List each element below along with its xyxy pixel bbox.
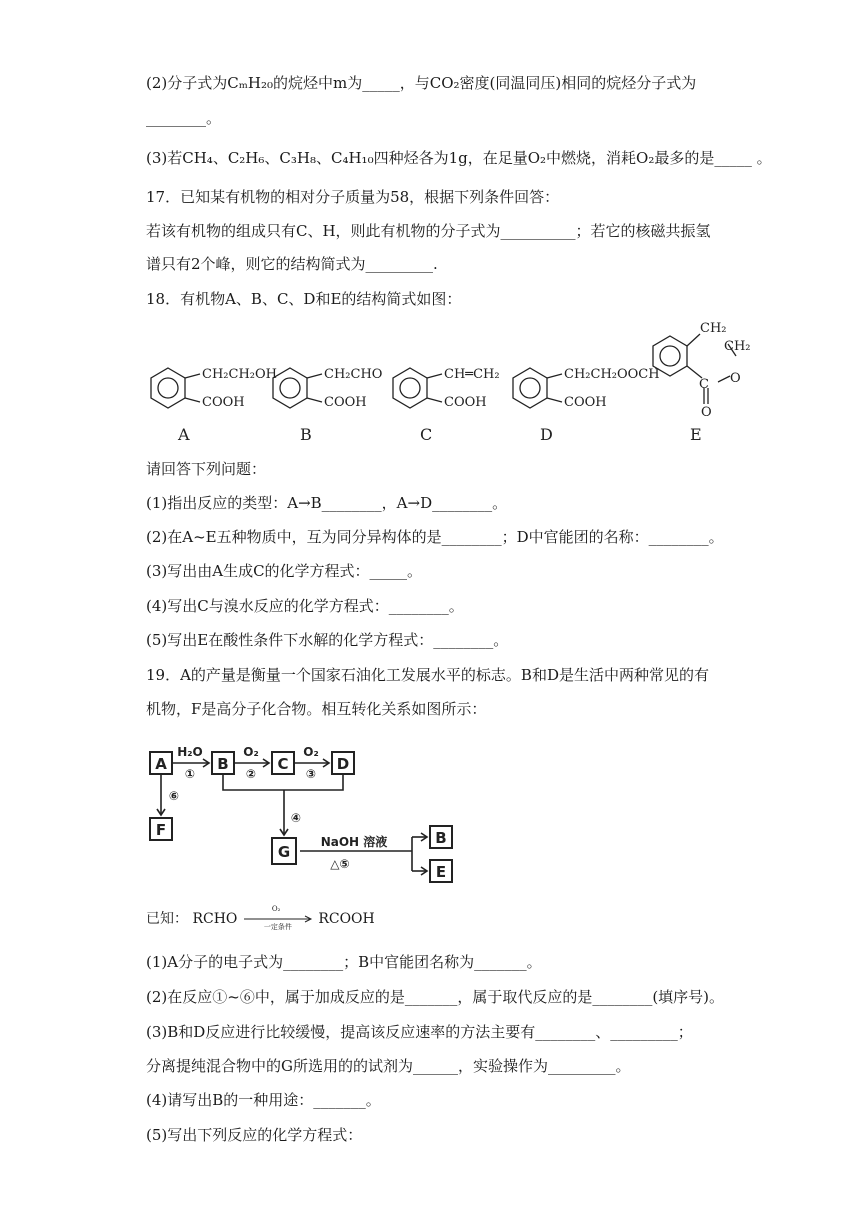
struct-b-label: B	[300, 425, 312, 444]
node-a: A	[155, 755, 167, 773]
struct-a-label: A	[178, 425, 190, 444]
known-prefix: 已知：	[146, 911, 188, 927]
q16-part2-blank: ________。	[146, 109, 222, 127]
structures-figure	[140, 316, 780, 446]
benzene-ring-b	[273, 368, 322, 408]
node-g: G	[277, 843, 291, 861]
benzene-ring-a	[151, 368, 200, 408]
struct-d-label: D	[540, 425, 553, 444]
benzene-ring-c	[393, 368, 442, 408]
node-b: B	[217, 755, 229, 773]
q19-part1: (1)A分子的电子式为________；B中官能团名称为_______。	[146, 953, 542, 971]
known-product: RCOOH	[318, 911, 375, 927]
known-below: 一定条件	[263, 923, 292, 931]
benzene-ring-d	[513, 368, 562, 408]
q19-part5: (5)写出下列反应的化学方程式：	[146, 1126, 363, 1144]
q19-stem-2: 机物，F是高分子化合物。相互转化关系如图所示：	[146, 700, 487, 718]
r4-label: ④	[290, 811, 302, 825]
q18-part5: (5)写出E在酸性条件下水解的化学方程式：________。	[146, 631, 509, 649]
node-e: E	[435, 863, 447, 881]
r2-label: ②	[245, 767, 257, 781]
q17-line3: 谱只有2个峰，则它的结构简式为_________.	[146, 255, 438, 273]
struct-e-c: C	[699, 377, 709, 392]
q18-part2: (2)在A~E五种物质中，互为同分异构体的是________；D中官能团的名称：________。	[146, 528, 724, 546]
known-reaction	[146, 905, 375, 931]
r5-reagent: NaOH 溶液	[320, 835, 388, 849]
struct-a-sub1: CH₂CH₂OH	[202, 367, 277, 382]
q19-part2: (2)在反应①~⑥中，属于加成反应的是_______，属于取代反应的是________(填序号)。	[146, 988, 725, 1006]
r1-reagent: H₂O	[177, 745, 203, 759]
struct-b-sub2: COOH	[324, 395, 367, 410]
r2-reagent: O₂	[243, 745, 259, 759]
struct-d-sub1: CH₂CH₂OOCH	[564, 367, 660, 382]
q16-part2: (2)分子式为CₘH₂₀的烷烃中m为_____，与CO₂密度(同温同压)相同的烷烃分子式为	[146, 74, 697, 92]
known-above: O₂	[271, 905, 281, 913]
q18-part1: (1)指出反应的类型：A→B________，A→D________。	[146, 494, 508, 512]
q18-part4: (4)写出C与溴水反应的化学方程式：________。	[146, 597, 464, 615]
q19-part4: (4)请写出B的一种用途：_______。	[146, 1091, 381, 1109]
struct-c-sub2: COOH	[444, 395, 487, 410]
node-d: D	[336, 755, 350, 773]
node-c: C	[277, 755, 289, 773]
struct-e-o: O	[730, 371, 741, 386]
struct-a-sub2: COOH	[202, 395, 245, 410]
q16-part3: (3)若CH₄、C₂H₆、C₃H₈、C₄H₁₀四种烃各为1g，在足量O₂中燃烧，消耗O₂最多的是_____ 。	[146, 149, 772, 167]
r1-label: ①	[184, 767, 196, 781]
struct-e-ch2a: CH₂	[700, 321, 727, 336]
node-f: F	[155, 821, 167, 839]
struct-c-label: C	[420, 425, 433, 444]
r5-label: △⑤	[330, 857, 350, 871]
r6-label: ⑥	[168, 789, 180, 803]
struct-e-ch2b: CH₂	[724, 339, 751, 354]
q18-prompt: 请回答下列问题：	[146, 460, 267, 478]
q19-stem: 19．A的产量是衡量一个国家石油化工发展水平的标志。B和D是生活中两种常见的有	[146, 666, 709, 684]
q17-stem: 17．已知某有机物的相对分子质量为58，根据下列条件回答：	[146, 188, 560, 206]
q18-part3: (3)写出由A生成C的化学方程式：_____。	[146, 562, 423, 580]
q19-part3: (3)B和D反应进行比较缓慢，提高该反应速率的方法主要有________、_________；	[146, 1023, 693, 1041]
q17-line2: 若该有机物的组成只有C、H，则此有机物的分子式为__________；若它的核磁共振氢	[146, 222, 711, 240]
struct-e-label: E	[690, 425, 702, 444]
struct-d-sub2: COOH	[564, 395, 607, 410]
known-reactant: RCHO	[192, 911, 238, 927]
q19-part3-line2: 分离提纯混合物中的G所选用的的试剂为______，实验操作为_________。	[146, 1057, 631, 1075]
node-b2: B	[435, 829, 447, 847]
q18-stem: 18．有机物A、B、C、D和E的结构简式如图：	[146, 290, 462, 308]
reaction-flow-diagram	[140, 734, 470, 894]
struct-e-o2: O	[701, 405, 712, 420]
struct-b-sub1: CH₂CHO	[324, 367, 383, 382]
r3-reagent: O₂	[303, 745, 319, 759]
r3-label: ③	[305, 767, 317, 781]
struct-c-sub1: CH═CH₂	[444, 367, 500, 382]
